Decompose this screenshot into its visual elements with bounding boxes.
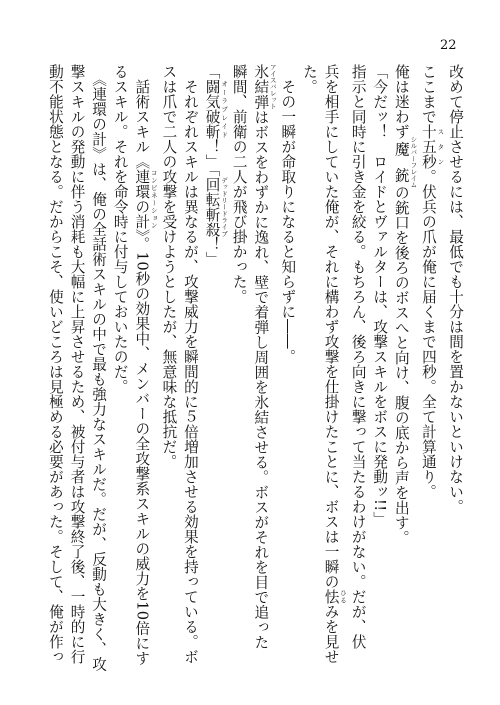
ruby-word	[252, 64, 277, 110]
text-segment: 俺は迷わず	[392, 64, 410, 139]
text-line	[228, 64, 250, 668]
vertical-text-body	[44, 64, 466, 672]
ruby-word	[419, 124, 445, 169]
ruby-reading: コンビネーション	[149, 169, 158, 229]
text-segment: の銃口を後ろのボスへと向け、腹の底から声を出す。	[392, 185, 410, 545]
ruby-reading: シルバーフレイム	[409, 136, 418, 188]
ruby-reading: アイスバレット	[268, 64, 277, 110]
text-segment: 「	[203, 64, 221, 79]
ruby-base: 回転斬殺	[203, 176, 221, 237]
ruby-base: 闘気破斬	[203, 79, 221, 139]
ruby-base: 連環の計	[133, 169, 151, 229]
ruby-base: 十五秒	[419, 124, 437, 169]
text-line	[390, 64, 417, 668]
text-segment: みを見せ	[322, 604, 340, 664]
text-segment: 《連環の計》は、俺の全話術スキルの中で最も強力なスキルだ。だが、反動も大きく、攻	[90, 64, 108, 672]
text-line	[320, 64, 347, 668]
text-line	[179, 64, 201, 668]
text-segment: 瞬間、前衛の二人が飛び掛かった。	[230, 64, 248, 304]
text-segment: 兵を相手にしていた俺が、それに構わず攻撃を仕掛けたことに、ボスは一瞬の	[322, 64, 340, 589]
ruby-base: 怯	[322, 589, 340, 604]
text-segment: 》。10秒の効果中、メンバーの全攻撃系スキルの威力を10倍にす	[133, 229, 151, 666]
text-segment: るスキル。それを命令時に付与しておいたのだ。	[111, 64, 129, 394]
text-line	[158, 64, 180, 668]
page-number: 22	[440, 38, 457, 53]
text-segment: その一瞬が命取りになると知らずに――。	[279, 64, 297, 364]
text-segment: 改めて停止させるには、最低でも十分は間を置かないといけない。	[447, 64, 464, 514]
text-line	[250, 64, 277, 668]
ruby-word	[392, 136, 418, 188]
text-line	[444, 64, 466, 668]
text-line	[44, 64, 66, 668]
ruby-reading: オーラブレイド	[220, 79, 229, 139]
text-line	[109, 64, 131, 668]
text-segment: それぞれスキルは異なるが、攻撃威力を瞬間的に５倍増加させる効果を持っている。ボ	[181, 64, 199, 664]
ruby-word	[203, 176, 229, 237]
ruby-reading: スタン	[436, 124, 445, 169]
text-segment: た。	[300, 64, 318, 94]
text-segment: 話術スキル《	[133, 64, 151, 169]
text-segment: 撃スキルの発動に伴う消耗も大幅に上昇させるため、被付与者は攻撃終了後、一時的に行	[68, 64, 86, 664]
text-line	[88, 64, 110, 672]
text-line	[66, 64, 88, 668]
text-segment: スは爪で二人の攻撃を受けようとしたが、無意味な抵抗だ。	[160, 64, 178, 469]
text-segment: 「今だッ！ ロイドとヴァルターは、攻撃スキルをボスに発動ッ!!」	[371, 64, 389, 527]
text-segment: 指示と同時に引き金を絞る。もちろん、後ろ向きに撃って当たるわけがない。だが、伏	[349, 64, 367, 649]
text-segment: ！」	[203, 236, 221, 267]
text-segment: 動不能状態となる。だからこそ、使いどころは見極める必要があった。そして、俺が作っ	[46, 64, 64, 664]
ruby-base: 氷結弾	[252, 64, 270, 110]
text-line	[201, 64, 228, 668]
text-segment: 。伏兵の爪が俺に届くまで四秒。全て計算通り。	[419, 169, 437, 499]
text-segment: ここまで	[419, 64, 437, 124]
ruby-reading: ひる	[339, 589, 348, 604]
ruby-reading: デッドリードライブ	[220, 176, 229, 237]
text-segment: ！」「	[203, 139, 221, 177]
ruby-word	[133, 169, 158, 229]
text-segment: はボスをわずかに逸れ、壁で着弾し周囲を氷結させる。ボスがそれを目で追った	[252, 109, 270, 650]
ruby-word	[322, 589, 348, 604]
text-line	[347, 64, 369, 668]
text-line	[298, 64, 320, 668]
ruby-word	[203, 79, 229, 139]
text-line	[417, 64, 444, 668]
text-line	[369, 64, 391, 668]
ruby-base: 魔銃	[392, 136, 410, 188]
text-line	[131, 64, 158, 668]
text-line	[277, 64, 299, 668]
